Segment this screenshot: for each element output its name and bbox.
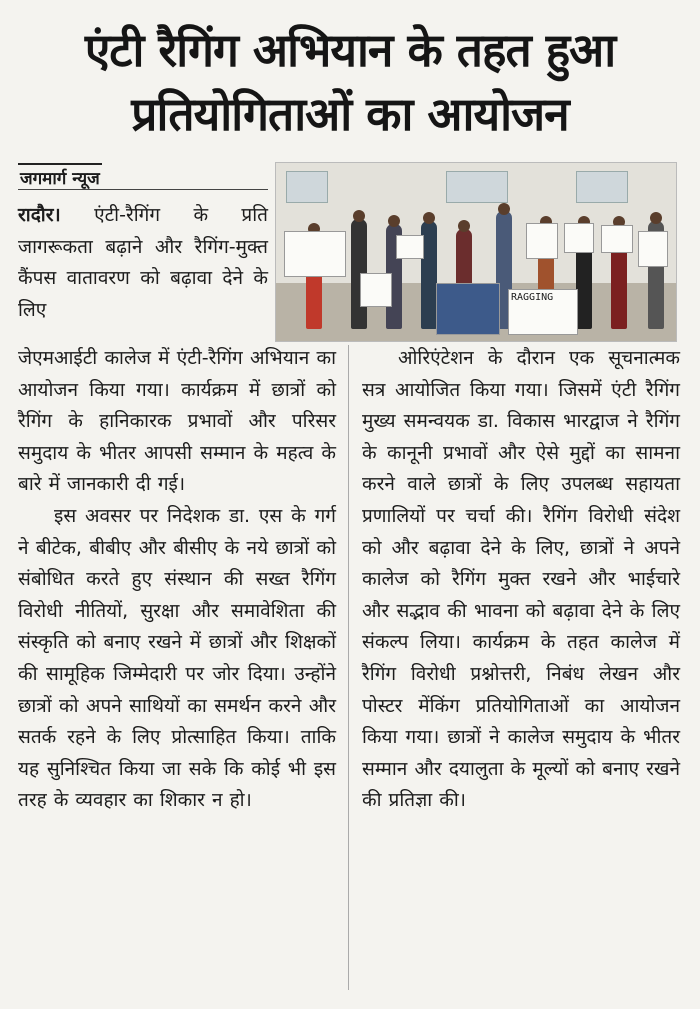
photo-poster — [526, 223, 558, 259]
headline-line-1: एंटी रैगिंग अभियान के तहत हुआ — [84, 23, 616, 77]
lead-text: एंटी-रैगिंग के प्रति जागरूकता बढ़ाने और रैगिंग-मुक्त कैंपस वातावरण को बढ़ावा देने के लिए — [18, 204, 268, 321]
photo-person-head — [423, 212, 435, 224]
byline: जगमार्ग न्यूज — [18, 163, 102, 190]
photo-person-head — [498, 203, 510, 215]
article-lead — [18, 200, 268, 326]
photo-poster — [436, 283, 500, 335]
paragraph: इस अवसर पर निदेशक डा. एस के गर्ग ने बीटेक, बीबीए और बीसीए के नये छात्रों को संबोधित करते हुए संस्थान की सख्त रैगिंग विरोधी नीतियों, सुरक्षा और समावेशिता की संस्कृति को बनाए रखने में छात्रों और शिक्षकों की सामूहिक जिम्मेदारी पर जोर दिया। उन्होंने छात्रों को अपने साथियों का समर्थन करने और सतर्क रहने के लिए प्रोत्साहित किया। ताकि यह सुनिश्चित किया जा सके कि कोई भी इस तरह के व्यवहार का शिकार न हो। — [18, 504, 336, 812]
group-photo-icon — [275, 162, 677, 342]
photo-poster — [508, 289, 578, 335]
photo-poster — [284, 231, 346, 277]
photo-board — [446, 171, 508, 203]
article-column-1 — [18, 343, 336, 817]
dateline: रादौर। — [18, 204, 61, 226]
photo-person-head — [353, 210, 365, 222]
photo-person-head — [650, 212, 662, 224]
headline — [0, 18, 700, 146]
paragraph: ओरिएंटेशन के दौरान एक सूचनात्मक सत्र आयोजित किया गया। जिसमें एंटी रैगिंग मुख्य समन्वयक डा. विकास भारद्वाज ने रैगिंग के कानूनी प्रभावों और ऐसे मुद्दों का सामना करने वाले छात्रों के लिए उपलब्ध सहायता प्रणालियों पर चर्चा की। रैगिंग विरोधी संदेश को और बढ़ावा देने के लिए, छात्रों ने अपने कालेज को रैगिंग मुक्त रखने और भाईचारे और सद्भाव की भावना को बढ़ावा देने के लिए संकल्प लिया। कार्यक्रम के तहत कालेज में रैगिंग विरोधी प्रश्नोत्तरी, निबंध लेखन और पोस्टर मेंकिंग प्रतियोगिताओं का आयोजन किया गया। छात्रों ने कालेज समुदाय के भीतर सम्मान और दयालुता के मूल्यों को बनाए रखने की प्रतिज्ञा की। — [362, 347, 680, 812]
photo-person-head — [388, 215, 400, 227]
photo-poster — [396, 235, 424, 259]
photo-poster — [360, 273, 392, 307]
photo-poster — [601, 225, 633, 253]
column-divider — [348, 345, 349, 990]
byline-rule — [18, 189, 268, 190]
photo-board — [576, 171, 628, 203]
photo-board — [286, 171, 328, 203]
photo-poster — [638, 231, 668, 267]
photo-poster — [564, 223, 594, 253]
paragraph: जेएमआईटी कालेज में एंटी-रैगिंग अभियान का आयोजन किया गया। कार्यक्रम में छात्रों को रैगिंग के हानिकारक प्रभावों और परिसर समुदाय के भीतर आपसी सम्मान के महत्व के बारे में जानकारी दी गई। — [18, 347, 336, 496]
article-column-2 — [362, 343, 680, 817]
photo-person-head — [458, 220, 470, 232]
byline-block — [18, 163, 268, 190]
photo-poster-text: RAGGING — [511, 292, 554, 303]
headline-line-2: प्रतियोगिताओं का आयोजन — [131, 87, 569, 141]
